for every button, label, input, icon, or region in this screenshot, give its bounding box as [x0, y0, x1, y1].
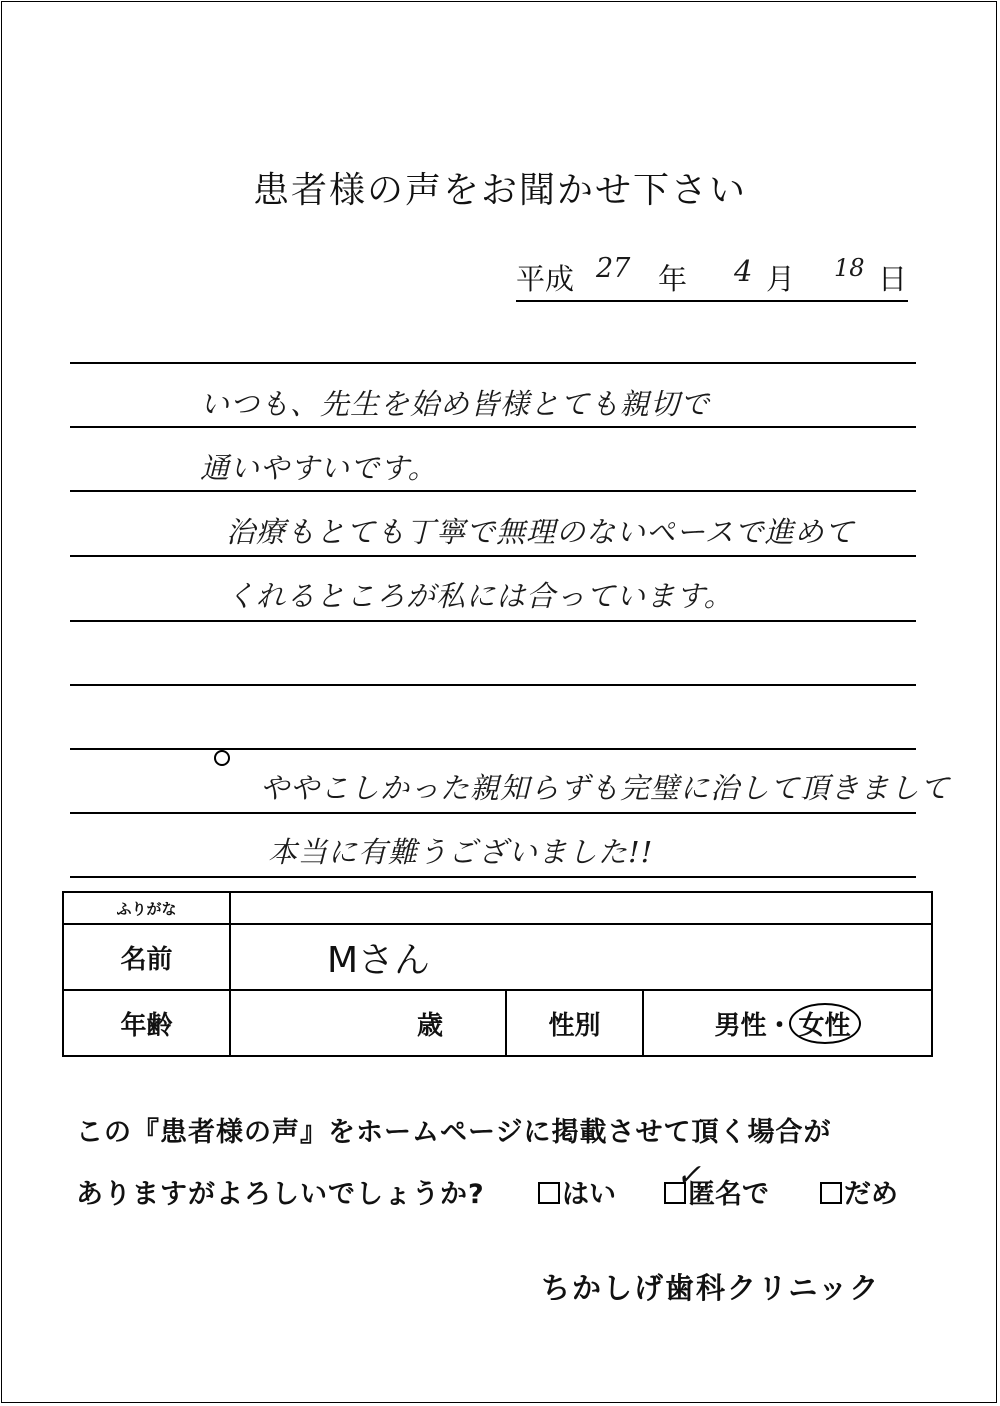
gender-male-option[interactable]: 男性 [714, 1010, 767, 1041]
ruled-line [70, 362, 916, 364]
comment-line: 治療もとても丁寧で無理のないペースで進めて [226, 515, 855, 549]
comment-line: いつも、先生を始め皆様とても親切で [200, 387, 711, 421]
date-era: 平成 [516, 262, 575, 296]
age-label: 年齢 [63, 990, 230, 1056]
date-year: 27 [596, 253, 631, 284]
ruled-line [70, 555, 916, 557]
ruled-line [70, 426, 916, 428]
date-day: 18 [834, 254, 865, 282]
age-unit: 歳 [416, 1010, 443, 1041]
ruled-line [70, 620, 916, 622]
checkbox-yes[interactable] [538, 1182, 560, 1204]
gender-separator: ・ [766, 1010, 793, 1041]
comment-line: 本当に有難うございました!! [268, 835, 654, 869]
check-mark-icon: ✓ [676, 1158, 702, 1193]
option-yes-label: はい [562, 1179, 616, 1210]
name-label: 名前 [63, 924, 230, 990]
clinic-name: ちかしげ歯科クリニック [541, 1271, 881, 1305]
date-year-unit: 年 [658, 262, 688, 296]
date-line [516, 244, 908, 302]
permission-question-line-2: ありますがよろしいでしょうか? [76, 1179, 485, 1210]
date-day-unit: 日 [878, 262, 908, 296]
ruled-line [70, 748, 916, 750]
comment-line: ややこしかった親知らずも完璧に治して頂きまして [260, 771, 951, 805]
date-month: 4 [734, 254, 753, 288]
checkbox-no[interactable] [820, 1182, 842, 1204]
ruled-line [70, 812, 916, 814]
option-no-label: だめ [844, 1179, 898, 1210]
option-no[interactable] [820, 1172, 898, 1211]
gender-label: 性別 [506, 990, 643, 1056]
patient-info-table [62, 891, 933, 1057]
furigana-label: ふりがな [63, 892, 230, 924]
option-yes[interactable] [538, 1172, 616, 1211]
name-field[interactable]: Mさん [230, 924, 932, 990]
ruled-line [70, 490, 916, 492]
gender-female-option[interactable]: 女性 [789, 1003, 861, 1044]
form-title: 患者様の声をお聞かせ下さい [252, 170, 747, 211]
age-field[interactable] [230, 990, 506, 1056]
furigana-field[interactable] [230, 892, 932, 924]
ruled-line [70, 876, 916, 878]
date-month-unit: 月 [766, 262, 796, 296]
gender-field[interactable] [643, 990, 932, 1056]
permission-question-line-1: この『患者様の声』をホームページに掲載させて頂く場合が [76, 1117, 832, 1148]
comment-line: くれるところが私には合っています。 [226, 579, 734, 613]
comment-line: 通いやすいです。 [200, 451, 438, 485]
ruled-line [70, 684, 916, 686]
bullet-mark [214, 750, 230, 766]
option-anonymous-label: 匿名で [688, 1179, 769, 1210]
